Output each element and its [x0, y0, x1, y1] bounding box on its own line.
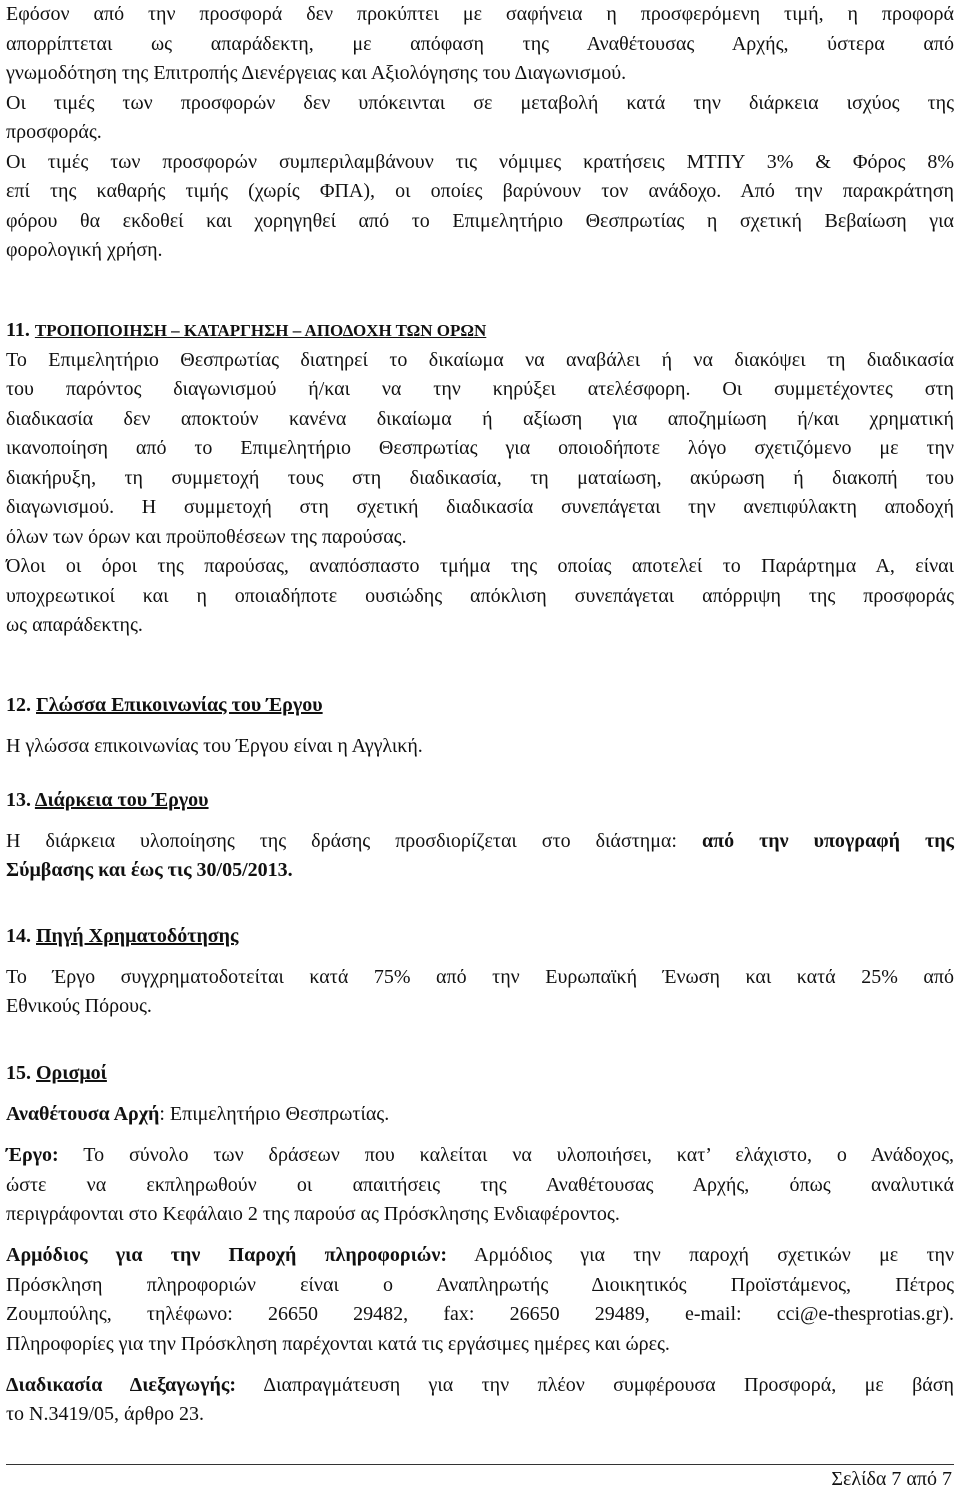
section-heading-15 [6, 1061, 954, 1085]
definition-term: Έργο: [6, 1144, 59, 1166]
paragraph-line: Οι τιμές των προσφορών δεν υπόκεινται σε μεταβολή κατά την διάρκεια ισχύος της [6, 92, 954, 114]
paragraph-line: διαγωνισμού. Η συμμετοχή στη σχετική διαδικασία συνεπάγεται την ανεπιφύλακτη αποδοχή [6, 496, 954, 518]
page-number: Σελίδα 7 από 7 [831, 1468, 952, 1490]
paragraph-line: γνωμοδότηση της Επιτροπής Διενέργειας και Αξιολόγησης του Διαγωνισμού. [6, 62, 627, 84]
heading-number: 14. [6, 925, 31, 947]
paragraph-line: Ζουμπούλης, τηλέφωνο: 26650 29482, fax: 26650 29489, e-mail: cci@e-thesprotias.gr). [6, 1303, 954, 1325]
paragraph-line: διαδικασία δεν αποκτούν κανένα δικαίωμα ή αξίωση για αποζημίωση ή/και χρηματική [6, 408, 954, 430]
paragraph-line [6, 829, 954, 853]
paragraph-line: φόρου θα εκδοθεί και χορηγηθεί από το Επιμελητήριο Θεσπρωτίας η σχετική Βεβαίωση για [6, 210, 954, 232]
section-heading-12 [6, 693, 954, 717]
definition-contracting-authority [6, 1102, 954, 1126]
paragraph-line: φορολογική χρήση. [6, 239, 163, 261]
definition-text: Διαπραγμάτευση για την πλέον συμφέρουσα Προσφορά, με βάση [235, 1374, 954, 1396]
paragraph-line: υποχρεωτικοί και η οποιαδήποτε ουσιώδης απόκλιση συνεπάγεται απόρριψη της προσφοράς [6, 585, 954, 607]
paragraph-line: προσφοράς. [6, 121, 102, 143]
section-heading-13 [6, 788, 954, 812]
heading-title: Πηγή Χρηματοδότησης [36, 925, 239, 947]
paragraph-line: Πρόσκληση πληροφοριών είναι ο Αναπληρωτής Διοικητικός Προϊστάμενος, Πέτρος [6, 1274, 954, 1296]
definition-information-contact [6, 1243, 954, 1267]
definition-project [6, 1143, 954, 1167]
paragraph-line: Η γλώσσα επικοινωνίας του Έργου είναι η Αγγλική. [6, 735, 423, 757]
paragraph-line: Εφόσον από την προσφορά δεν προκύπτει με σαφήνεια η προσφερόμενη τιμή, η προφορά [6, 3, 954, 25]
duration-emphasis: από την υπογραφή της [701, 830, 954, 852]
footer-divider [6, 1464, 954, 1465]
paragraph-line: περιγράφονται στο Κεφάλαιο 2 της παρούσ ας Πρόσκλησης Ενδιαφέροντος. [6, 1203, 620, 1225]
paragraph-line: Πληροφορίες για την Πρόσκληση παρέχονται κατά τις εργάσιμες ημέρες και ώρες. [6, 1333, 670, 1355]
heading-number: 15. [6, 1062, 31, 1084]
heading-title: ΤΡΟΠΟΠΟΙΗΣΗ – ΚΑΤΑΡΓΗΣΗ – ΑΠΟΔΟΧΗ ΤΩΝ ΟΡΩΝ [34, 321, 487, 340]
paragraph-line: το Ν.3419/05, άρθρο 23. [6, 1403, 205, 1425]
definition-procedure [6, 1373, 954, 1397]
definition-text: Αρμόδιος για την παροχή σχετικών με την [447, 1244, 955, 1266]
paragraph-line: Οι τιμές των προσφορών συμπεριλαμβάνουν τις νόμιμες κρατήσεις ΜΤΠΥ 3% & Φόρος 8% [6, 151, 954, 173]
duration-text: Η διάρκεια υλοποίησης της δράσης προσδιορίζεται στο διάστημα: [6, 830, 702, 852]
heading-number: 11. [6, 319, 30, 341]
paragraph-line: απορρίπτεται ως απαράδεκτη, με απόφαση της Αναθέτουσας Αρχής, ύστερα από [6, 33, 954, 55]
paragraph-line: Το Επιμελητήριο Θεσπρωτίας διατηρεί το δικαίωμα να αναβάλει ή να διακόψει τη διαδικασία [6, 349, 954, 371]
section-heading-14 [6, 924, 954, 948]
definition-term: Διαδικασία Διεξαγωγής: [6, 1374, 236, 1396]
heading-title: Γλώσσα Επικοινωνίας του Έργου [36, 694, 323, 716]
definition-text: : Επιμελητήριο Θεσπρωτίας. [159, 1103, 390, 1125]
section-heading-11 [6, 318, 954, 343]
heading-title: Διάρκεια του Έργου [34, 789, 209, 811]
paragraph-line: Όλοι οι όροι της παρούσας, αναπόσπαστο τμήμα της οποίας αποτελεί το Παράρτημα Α, είναι [6, 555, 954, 577]
heading-number: 13. [6, 789, 31, 811]
paragraph-line: ως απαράδεκτης. [6, 614, 143, 636]
paragraph-line: του παρόντος διαγωνισμού ή/και να την κηρύξει ατελέσφορη. Οι συμμετέχοντες στη [6, 378, 954, 400]
paragraph-line: Εθνικούς Πόρους. [6, 995, 152, 1017]
definition-text: Το σύνολο των δράσεων που καλείται να υλοποιήσει, κατ’ ελάχιστο, ο Ανάδοχος, [58, 1144, 954, 1166]
paragraph-line: Σύμβασης και έως τις 30/05/2013. [6, 859, 293, 881]
paragraph-line: διακήρυξη, τη συμμετοχή τους στη διαδικασία, τη ματαίωση, ακύρωση ή διακοπή του [6, 467, 954, 489]
heading-number: 12. [6, 694, 31, 716]
heading-title: Ορισμοί [36, 1062, 107, 1084]
paragraph-line: ώστε να εκπληρωθούν οι απαιτήσεις της Αναθέτουσας Αρχής, όπως αναλυτικά [6, 1174, 954, 1196]
paragraph-line: όλων των όρων και προϋποθέσεων της παρούσας. [6, 526, 407, 548]
paragraph-line: επί της καθαρής τιμής (χωρίς ΦΠΑ), οι οποίες βαρύνουν τον ανάδοχο. Από την παρακράτηση [6, 180, 954, 202]
paragraph-line: ικανοποίηση από το Επιμελητήριο Θεσπρωτίας για οποιοδήποτε λόγο σχετιζόμενο με την [6, 437, 954, 459]
definition-term: Αναθέτουσα Αρχή [6, 1103, 160, 1125]
definition-term: Αρμόδιος για την Παροχή πληροφοριών: [6, 1244, 448, 1266]
paragraph-line: Το Έργο συγχρηματοδοτείται κατά 75% από την Ευρωπαϊκή Ένωση και κατά 25% από [6, 966, 954, 988]
